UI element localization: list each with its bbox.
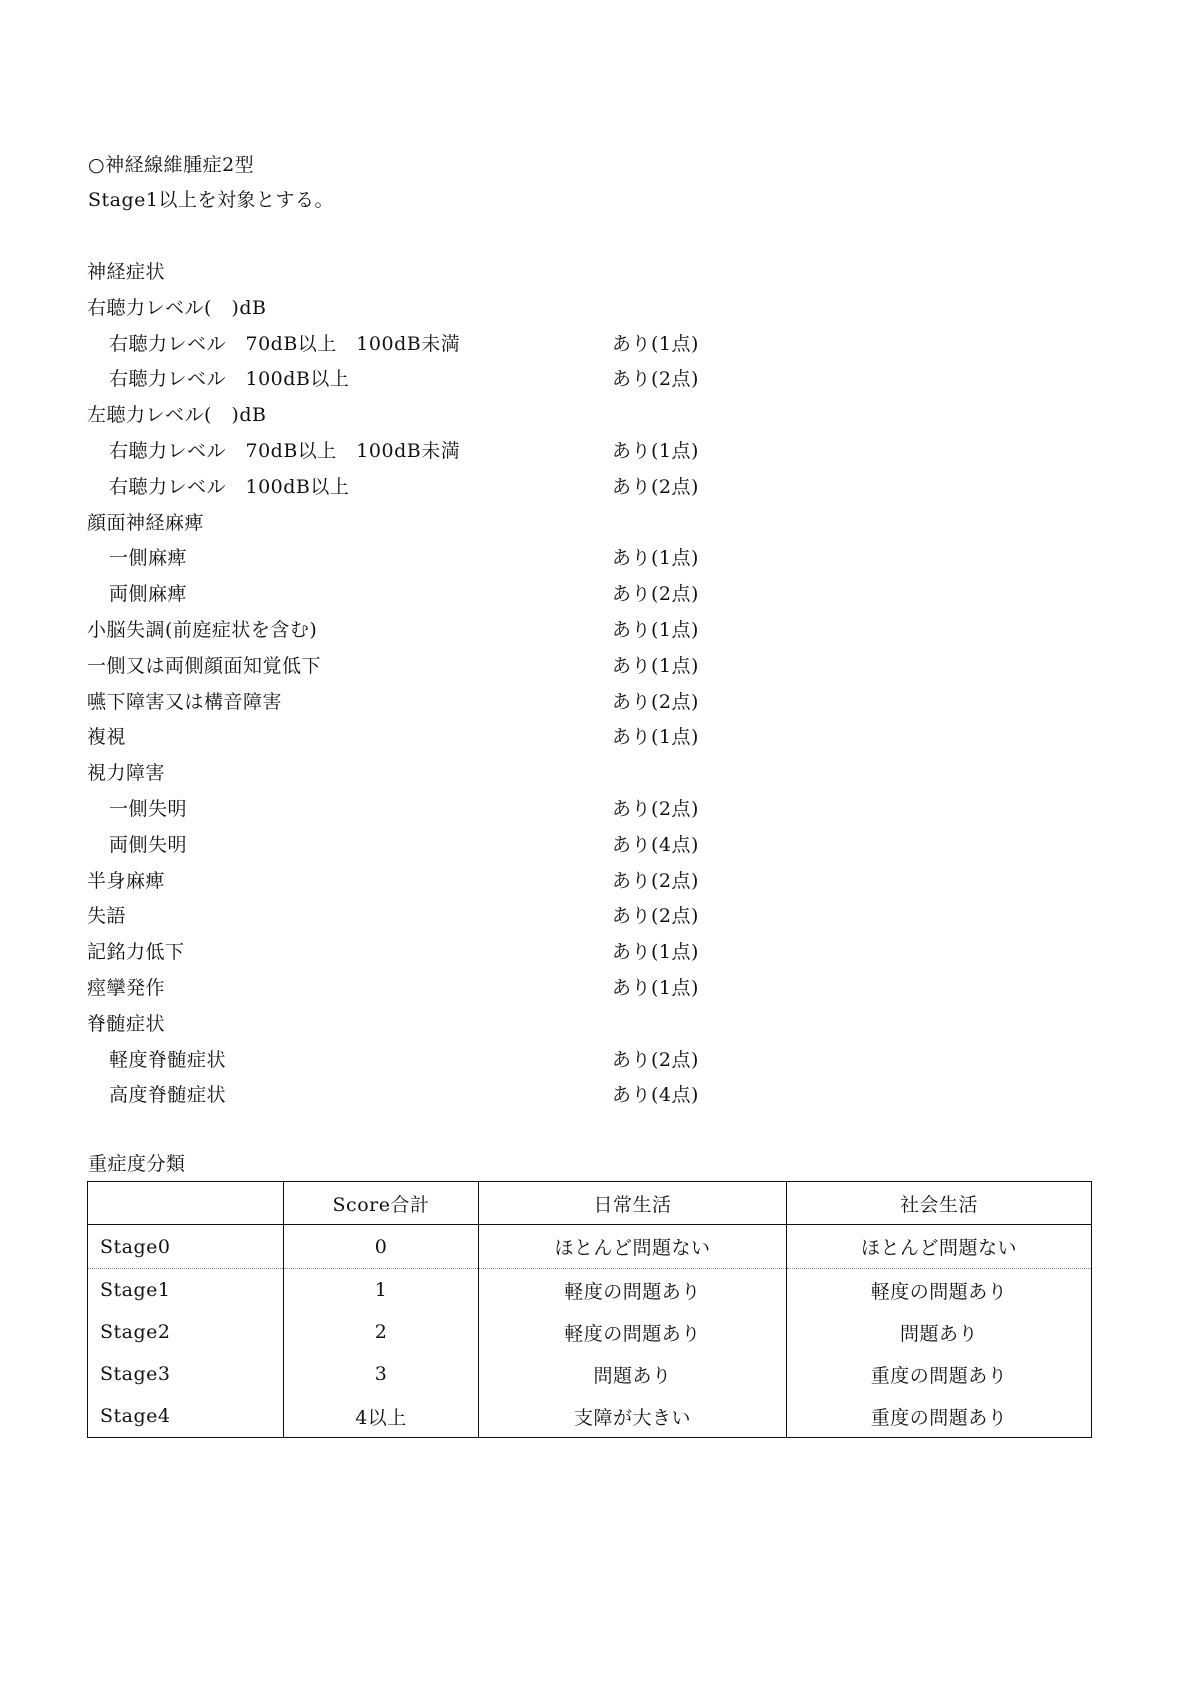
symptom-list (87, 255, 787, 1114)
symptom-score: あり(1点) (612, 976, 699, 999)
symptom-row (87, 1007, 787, 1043)
stage-cell: Stage4 (88, 1395, 284, 1438)
symptom-label: 右聴力レベル( )dB (87, 296, 267, 319)
symptom-score: あり(4点) (612, 1084, 699, 1107)
symptom-row (87, 291, 787, 327)
symptom-label: 一側失明 (109, 797, 188, 820)
symptom-label: 右聴力レベル 70dB以上 100dB未満 (109, 439, 461, 462)
table-row (88, 1311, 1092, 1353)
symptom-label: 記銘力低下 (87, 941, 185, 964)
daily-life-cell: 軽度の問題あり (479, 1311, 787, 1353)
symptom-row (87, 720, 787, 756)
symptom-score: あり(1点) (612, 332, 699, 355)
symptom-label: 高度脊髄症状 (109, 1084, 227, 1107)
symptom-score: あり(2点) (612, 475, 699, 498)
symptom-score: あり(1点) (612, 726, 699, 749)
social-life-cell: 軽度の問題あり (787, 1269, 1092, 1312)
symptom-row (87, 470, 787, 506)
symptom-label: 一側麻痺 (109, 547, 188, 570)
document-title: ○神経線維腫症2型 (88, 154, 255, 176)
social-life-cell: 問題あり (787, 1311, 1092, 1353)
score-cell: 3 (284, 1353, 479, 1395)
symptom-score: あり(2点) (612, 797, 699, 820)
daily-life-cell: ほとんど問題ない (479, 1225, 787, 1269)
score-cell: 1 (284, 1269, 479, 1312)
stage-cell: Stage0 (88, 1225, 284, 1269)
symptom-label: 嚥下障害又は構音障害 (87, 690, 283, 713)
symptom-row (87, 1078, 787, 1114)
symptom-label: 両側失明 (109, 833, 188, 856)
stage-cell: Stage3 (88, 1353, 284, 1395)
symptom-label: 軽度脊髄症状 (109, 1048, 227, 1071)
social-life-cell: 重度の問題あり (787, 1353, 1092, 1395)
symptom-row (87, 398, 787, 434)
symptom-row (87, 685, 787, 721)
symptom-label: 左聴力レベル( )dB (87, 404, 267, 427)
symptom-row (87, 506, 787, 542)
column-header-stage (88, 1182, 284, 1225)
table-row (88, 1225, 1092, 1269)
social-life-cell: ほとんど問題ない (787, 1225, 1092, 1269)
symptom-label: 脊髄症状 (87, 1012, 166, 1035)
document-subtitle: Stage1以上を対象とする。 (88, 189, 334, 211)
symptom-label: 半身麻痺 (87, 869, 166, 892)
table-header-row (88, 1182, 1092, 1225)
symptom-row (87, 577, 787, 613)
symptom-label: 視力障害 (87, 762, 166, 785)
score-cell: 2 (284, 1311, 479, 1353)
symptom-row (87, 971, 787, 1007)
symptom-score: あり(1点) (612, 439, 699, 462)
column-header-daily-life: 日常生活 (479, 1182, 787, 1225)
stage-cell: Stage1 (88, 1269, 284, 1312)
symptom-score: あり(1点) (612, 618, 699, 641)
daily-life-cell: 問題あり (479, 1353, 787, 1395)
symptom-label: 複視 (87, 726, 127, 749)
symptom-score: あり(2点) (612, 869, 699, 892)
stage-cell: Stage2 (88, 1311, 284, 1353)
symptom-row (87, 792, 787, 828)
daily-life-cell: 軽度の問題あり (479, 1269, 787, 1312)
symptom-score: あり(1点) (612, 654, 699, 677)
symptom-row (87, 649, 787, 685)
severity-table (87, 1181, 1092, 1438)
column-header-social-life: 社会生活 (787, 1182, 1092, 1225)
symptom-label: 両側麻痺 (109, 583, 188, 606)
symptom-label: 右聴力レベル 70dB以上 100dB未満 (109, 332, 461, 355)
table-row (88, 1353, 1092, 1395)
symptom-label: 一側又は両側顔面知覚低下 (87, 654, 322, 677)
symptom-label: 失語 (87, 905, 127, 928)
symptom-label: 小脳失調(前庭症状を含む) (87, 618, 318, 641)
symptom-row (87, 899, 787, 935)
symptom-label: 顔面神経麻痺 (87, 511, 205, 534)
symptom-row (87, 327, 787, 363)
symptom-score: あり(2点) (612, 905, 699, 928)
symptom-row (87, 434, 787, 470)
symptom-score: あり(2点) (612, 1048, 699, 1071)
column-header-score: Score合計 (284, 1182, 479, 1225)
table-row (88, 1269, 1092, 1312)
symptom-row (87, 613, 787, 649)
symptom-label: 右聴力レベル 100dB以上 (109, 475, 350, 498)
score-cell: 0 (284, 1225, 479, 1269)
severity-heading: 重症度分類 (88, 1153, 186, 1175)
social-life-cell: 重度の問題あり (787, 1395, 1092, 1438)
daily-life-cell: 支障が大きい (479, 1395, 787, 1438)
symptom-row (87, 255, 787, 291)
symptom-score: あり(2点) (612, 583, 699, 606)
symptom-label: 痙攣発作 (87, 976, 166, 999)
symptom-row (87, 1043, 787, 1079)
symptom-row (87, 362, 787, 398)
symptom-score: あり(4点) (612, 833, 699, 856)
symptom-row (87, 541, 787, 577)
symptom-row (87, 864, 787, 900)
symptom-score: あり(2点) (612, 368, 699, 391)
symptom-label: 右聴力レベル 100dB以上 (109, 368, 350, 391)
symptom-score: あり(2点) (612, 690, 699, 713)
symptom-row (87, 756, 787, 792)
symptom-row (87, 935, 787, 971)
symptom-label: 神経症状 (87, 261, 166, 283)
symptom-score: あり(1点) (612, 941, 699, 964)
score-cell: 4以上 (284, 1395, 479, 1438)
symptom-row (87, 828, 787, 864)
table-row (88, 1395, 1092, 1438)
symptom-score: あり(1点) (612, 547, 699, 570)
